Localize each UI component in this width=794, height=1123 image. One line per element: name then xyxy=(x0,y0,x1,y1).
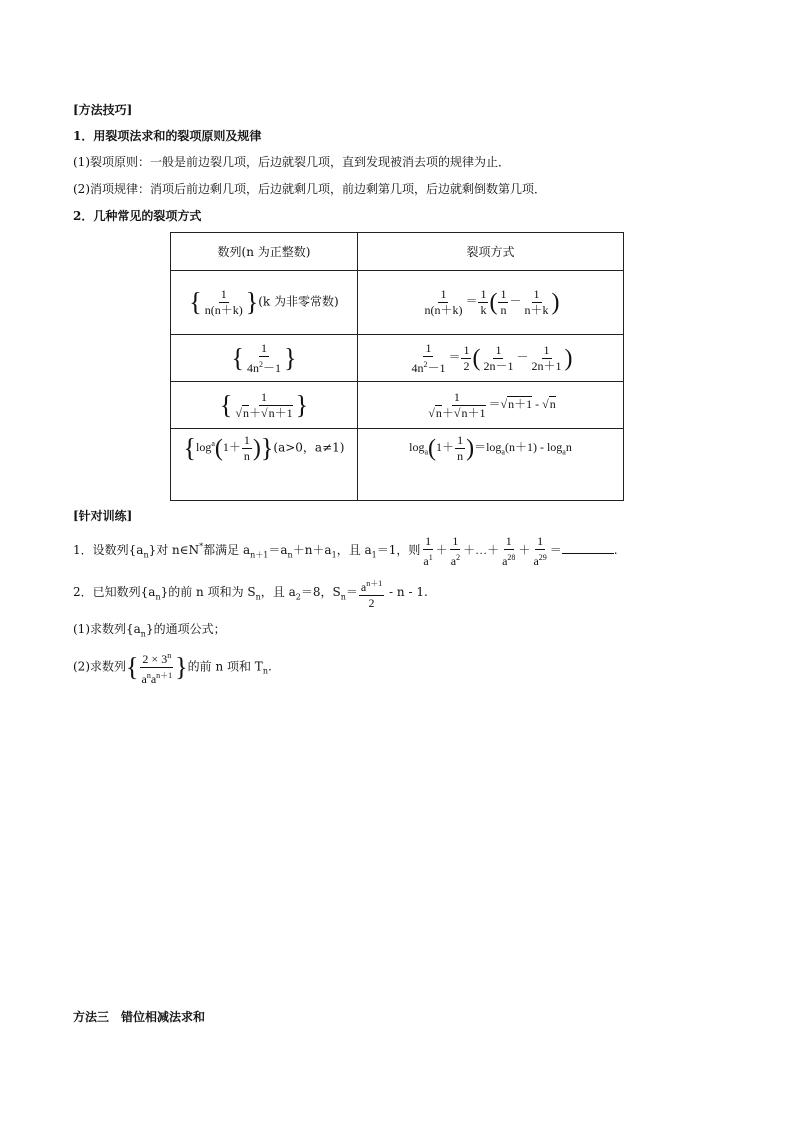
question-1: 1．设数列$\{a_n\}$对 n∈N*都满足 $a_{n+1}=a_n+n+a_1$，且 $a_1=1$，则 $\frac{1}{a^1}$ ＋ $\frac{1}{a^2}$ ＋…＋ $\frac{1}{a^{28}}$ ＋ $\frac{1}{a^{29}}$ ＝ . xyxy=(73,533,618,568)
table-row3-method: $\frac{1}{√n+√n+1}$ ＝√n＋1 - √n xyxy=(358,382,624,429)
item2-title: 2．几种常见的裂项方式 xyxy=(73,209,202,223)
table-row4-method: $\log_a(1+$ $\frac{1}{n}$ )$=\log_a(n+1) - \log_an$ xyxy=(358,429,624,501)
table-row2-seq: { $\frac{1}{4n^2-1}$ } xyxy=(171,335,358,382)
row1-note: (k 为非零常数) xyxy=(258,294,339,309)
question-2-part-2: (2)求数列{ $\frac{2 \times 3^n}{a^na^{n+1}}$ }的前 n 项和 $T_n$. xyxy=(73,648,272,690)
row4-cond: (a>0，a≠1) xyxy=(273,440,345,455)
section-method-skills: [方法技巧] xyxy=(73,103,133,117)
split-term-table xyxy=(170,232,624,501)
question-2-part-1: (1)求数列$\{a_n\}$的通项公式； xyxy=(73,622,226,639)
answer-blank[interactable] xyxy=(562,541,614,554)
item1-line1: (1)裂项原则：一般是前边裂几项，后边就裂几项，直到发现被消去项的规律为止． xyxy=(73,155,511,169)
table-header-sequence: 数列(n 为正整数) xyxy=(171,233,358,271)
question-2: 2．已知数列$\{a_n\}$的前 n 项和为 $S_n$，且 $a_2=8$，$S_n=$ $\frac{a^{n+1}}{2}$ - n - 1. xyxy=(73,575,428,614)
item1-line2: (2)消项规律：消项后前边剩几项，后边就剩几项，前边剩第几项，后边就剩倒数第几项． xyxy=(73,182,547,196)
item1-title: 1．用裂项法求和的裂项原则及规律 xyxy=(73,129,262,143)
table-row2-method: $\frac{1}{4n^2-1}$ ＝ $\frac{1}{2}$ ( $\frac{1}{2n-1}$ － $\frac{1}{2n+1}$ ) xyxy=(358,335,624,382)
table-row1-seq: { $\frac{1}{n(n+k)}$ }(k 为非零常数) xyxy=(171,271,358,335)
table-row1-method: $\frac{1}{n(n+k)}$ ＝ $\frac{1}{k}$ ( $\frac{1}{n}$ － $\frac{1}{n+k}$ ) xyxy=(358,271,624,335)
table-row3-seq: { $\frac{1}{√n+√n+1}$ } xyxy=(171,382,358,429)
section-practice: [针对训练] xyxy=(73,509,133,523)
table-header-method: 裂项方式 xyxy=(358,233,624,271)
method-3-title: 方法三 错位相减法求和 xyxy=(73,1010,206,1024)
table-row4-seq: {$\log^a(1+$ $\frac{1}{n}$ )}(a>0，a≠1) xyxy=(171,429,358,501)
